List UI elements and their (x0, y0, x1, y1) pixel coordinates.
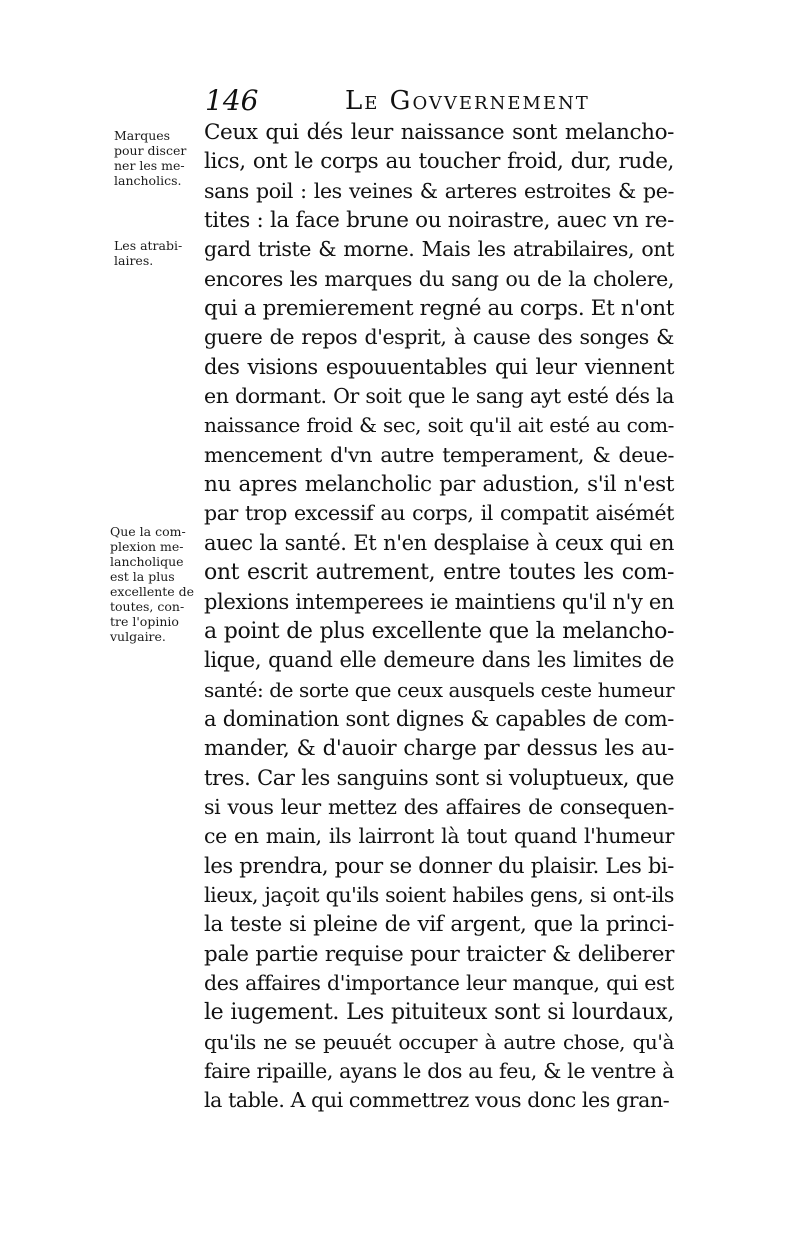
text-line: a point de plus excellente que la melancho- (204, 618, 674, 644)
margin-note-line: laires. (114, 253, 154, 268)
text-line: a domination sont dignes & capables de com- (204, 706, 674, 731)
text-line: encores les marques du sang ou de la cholere, (204, 266, 674, 291)
margin-note-line: Marques (114, 128, 171, 143)
text-line: gard triste & morne. Mais les atrabilaires, ont (204, 237, 674, 262)
text-line: santé: de sorte que ceux ausquels ceste humeur (204, 677, 675, 702)
margin-note-line: plexion me- (110, 539, 184, 554)
text-line: auec la santé. Et n'en desplaise à ceux qui en (204, 530, 674, 555)
text-line: mander, & d'auoir charge par dessus les au- (204, 736, 674, 762)
text-line: les prendra, pour se donner du plaisir. Les bi- (204, 853, 674, 878)
text-line: tres. Car les sanguins sont si voluptueux, que (204, 765, 674, 790)
margin-note-line: est la plus (110, 569, 175, 584)
text-line: guere de repos d'esprit, à cause des songes & (204, 325, 674, 350)
text-line: naissance froid & sec, soit qu'il ait esté au com- (204, 413, 674, 438)
margin-note-complexion (110, 524, 202, 644)
text-line: le iugement. Les pituiteux sont si lourdaux, (204, 1000, 674, 1026)
text-line: pale partie requise pour traicter & deliberer (204, 941, 674, 967)
text-line: ont escrit autrement, entre toutes les com- (204, 560, 674, 586)
margin-note-line: lancholique (110, 554, 184, 569)
margin-note-line: tre l'opinio (110, 614, 179, 629)
text-line: plexions intemperees ie maintiens qu'il n'y en (204, 589, 674, 614)
text-line: Ceux qui dés leur naissance sont melancho- (204, 120, 674, 145)
text-line: sans poil : les veines & arteres estroites & pe- (204, 178, 674, 203)
margin-note-line: vulgaire. (110, 629, 166, 644)
body-text (204, 118, 674, 1116)
text-line: tites : la face brune ou noirastre, auec vn re- (204, 208, 674, 234)
text-line: ce en main, ils lairront là tout quand l'humeur (204, 824, 674, 849)
text-line: nu apres melancholic par adustion, s'il n'est (204, 472, 674, 498)
running-title: Le Govvernement (345, 86, 590, 116)
text-line: lieux, jaçoit qu'ils soient habiles gens, si ont-ils (204, 882, 674, 907)
margin-note-line: Les atrabi- (114, 238, 183, 253)
margin-note-line: pour discer (114, 143, 187, 158)
text-line: lique, quand elle demeure dans les limites de (204, 648, 674, 673)
margin-note-marques (114, 128, 199, 188)
text-line: des visions espouuentables qui leur viennent (204, 354, 674, 379)
text-line: la table. A qui commettrez vous donc les gran- (204, 1088, 670, 1113)
text-line: la teste si pleine de vif argent, que la princi- (204, 912, 674, 938)
text-line: en dormant. Or soit que le sang ayt esté dés la (204, 384, 674, 409)
text-line: qu'ils ne se peuuét occuper à autre chose, qu'à (204, 1029, 674, 1054)
margin-note-line: toutes, con- (110, 599, 185, 614)
text-line: des affaires d'importance leur manque, qui est (204, 970, 674, 995)
margin-note-line: excellente de (110, 584, 195, 599)
margin-note-atrabilaires (114, 238, 199, 268)
margin-note-line: lancholics. (114, 173, 182, 188)
text-line: mencement d'vn autre temperament, & deue- (204, 442, 674, 467)
text-line: faire ripaille, ayans le dos au feu, & le ventre à (204, 1059, 674, 1083)
text-line: lics, ont le corps au toucher froid, dur, rude, (204, 149, 674, 175)
margin-note-line: Que la com- (110, 524, 186, 539)
margin-note-line: ner les me- (114, 158, 185, 173)
text-line: qui a premierement regné au corps. Et n'ont (204, 296, 674, 322)
text-line: si vous leur mettez des affaires de consequen- (204, 794, 674, 819)
page-number: 146 (205, 84, 259, 117)
text-line: par trop excessif au corps, il compatit aisémét (204, 501, 674, 526)
